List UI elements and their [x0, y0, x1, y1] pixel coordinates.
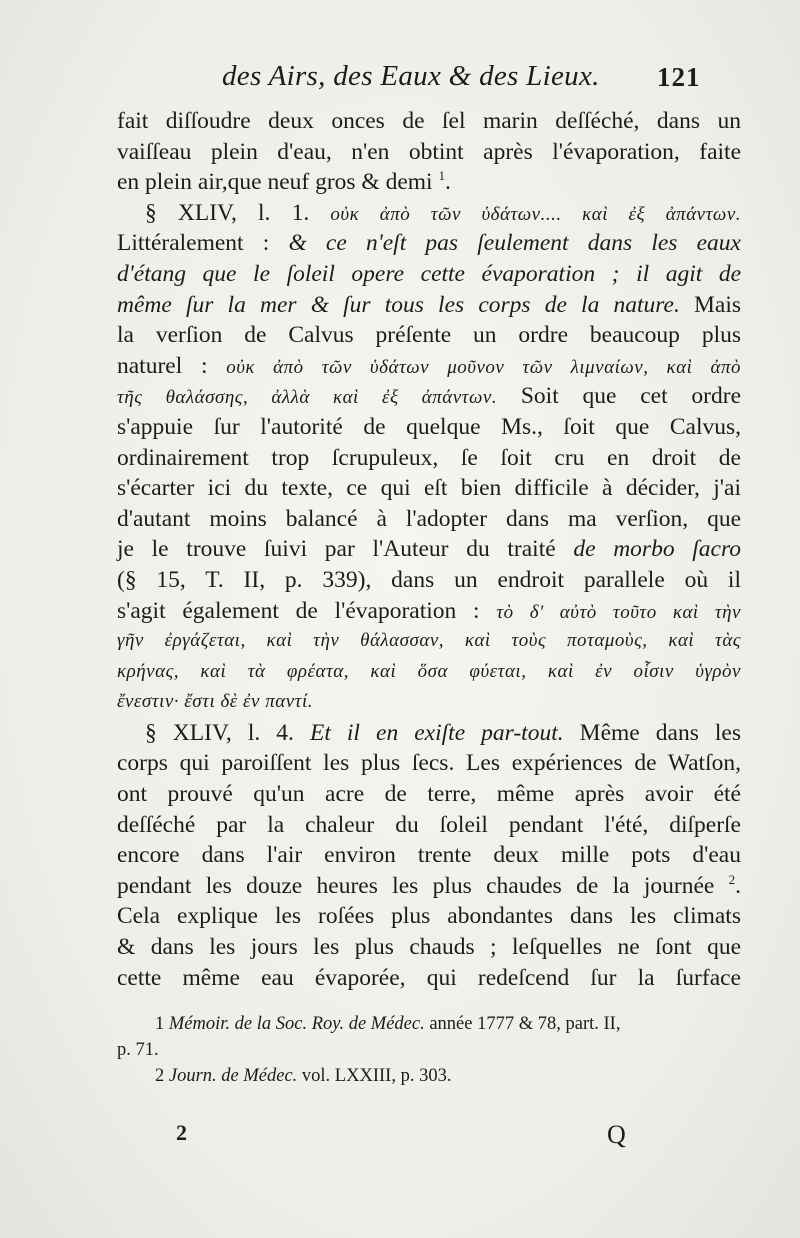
text-line: la verſion de Calvus préſente un ordre beaucoup plus [117, 322, 741, 349]
running-head [0, 60, 800, 100]
text-line: je le trouve ſuivi par l'Auteur du traité de morbo ſacro [117, 536, 741, 563]
text-line: en plein air,que neuf gros & demi $^1$. [117, 168, 451, 196]
text-line: corps qui paroiſſent les plus ſecs. Les expériences de Watſon, [117, 750, 741, 777]
greek-line: ἔνεστιν· ἔστι δὲ ἐν παντί. [117, 691, 313, 713]
italic-text: & ce n'eſt pas ſeulement dans les eaux [288, 230, 741, 257]
footnote-ref: 2 [728, 871, 736, 887]
text-line: & dans les jours les plus chauds ; leſquelles ne ſont que [117, 934, 741, 961]
greek-line: γῆν ἐργάζεται, καὶ τὴν θάλασσαν, καὶ τοὺς ποταμοὺς, καὶ τὰς [117, 630, 741, 652]
body-text [117, 106, 741, 993]
text-line: Cela explique les roſées plus abondantes dans les climats [117, 903, 741, 930]
text-line: ordinairement trop ſcrupuleux, ſe ſoit cru en droit de [117, 444, 741, 471]
text-line: même ſur la mer & ſur tous les corps de la nature. Mais [117, 291, 742, 318]
text-line: cette même eau évaporée, qui redeſcend ſur la ſurface [117, 964, 741, 991]
running-title: des Airs, des Eaux & des Lieux. [222, 60, 600, 92]
signature-letter: Q [607, 1120, 626, 1149]
greek-quote: τῆς θαλάσσης, ἀλλὰ καὶ ἐξ ἀπάντων. [117, 387, 498, 409]
text-line: § XLIV, l. 4. Et il en exiſte par-tout. Même dans les [145, 719, 742, 746]
text-line: deſſéché par la chaleur du ſoleil pendant l'été, diſperſe [117, 811, 741, 838]
greek-quote: οὐκ ἀπὸ τῶν ὑδάτων μοῦνον τῶν λιμναίων, καὶ ἀπὸ [226, 356, 741, 378]
footnotes [117, 1011, 757, 1089]
text-line: s'agit également de l'évaporation : τὸ δ' αὐτὸ τοῦτο καὶ τὴν [117, 597, 741, 624]
text-line: fait diſſoudre deux onces de ſel marin deſſéché, dans un [117, 108, 741, 134]
greek-line: κρήνας, καὶ τὰ φρέατα, καὶ ὅσα φύεται, καὶ ἐν οἷσιν ὑγρὸν [117, 660, 741, 682]
italic-text: Et il en exiſte par-tout. [309, 719, 564, 746]
footnote-ref: 1 [438, 168, 445, 184]
text-line: (§ 15, T. II, p. 339), dans un endroit parallele où il [117, 566, 741, 593]
text-line: naturel : οὐκ ἀπὸ τῶν ὑδάτων μοῦνον τῶν λιμναίων, καὶ ἀπὸ [117, 352, 741, 379]
footnote-continuation: p. 71. [117, 1040, 159, 1060]
greek-quote: τὸ δ' αὐτὸ τοῦτο καὶ τὴν [496, 601, 741, 623]
greek-quote: οὐκ ἀπὸ τῶν ὑδάτων.... καὶ ἐξ ἀπάντων. [330, 203, 741, 225]
text-line: encore dans l'air environ trente deux mille pots d'eau [117, 842, 741, 869]
footnote: 1 Mémoir. de la Soc. Roy. de Médec. année 1777 & 78, part. II, [155, 1014, 621, 1034]
italic-text: de morbo ſacro [573, 536, 741, 563]
text-line: Littéralement : & ce n'eſt pas ſeulement dans les eaux [117, 230, 741, 257]
text-line: pendant les douze heures les plus chaudes de la journée $^2$. [117, 871, 741, 899]
text-line: ont prouvé qu'un acre de terre, même après avoir été [117, 781, 741, 808]
text-line: d'autant moins balancé à l'adopter dans ma verſion, que [117, 505, 741, 532]
text-line: d'étang que le ſoleil opere cette évaporation ; il agit de [117, 260, 741, 287]
text-line: τῆς θαλάσσης, ἀλλὰ καὶ ἐξ ἀπάντων. Soit que cet ordre [117, 383, 742, 410]
text-line: § XLIV, l. 1. οὐκ ἀπὸ τῶν ὑδάτων.... καὶ ἐξ ἀπάντων. [145, 199, 741, 226]
page-number: 121 [657, 62, 701, 92]
text-line: s'écarter ici du texte, ce qui eſt bien difficile à décider, j'ai [117, 475, 741, 502]
footnote: 2 Journ. de Médec. vol. LXXIII, p. 303. [155, 1066, 452, 1086]
text-line: vaiſſeau plein d'eau, n'en obtint après l'évaporation, faite [117, 138, 741, 165]
signature-mark: 2 [176, 1120, 187, 1145]
text-line: s'appuie ſur l'autorité de quelque Ms., ſoit que Calvus, [117, 413, 741, 440]
